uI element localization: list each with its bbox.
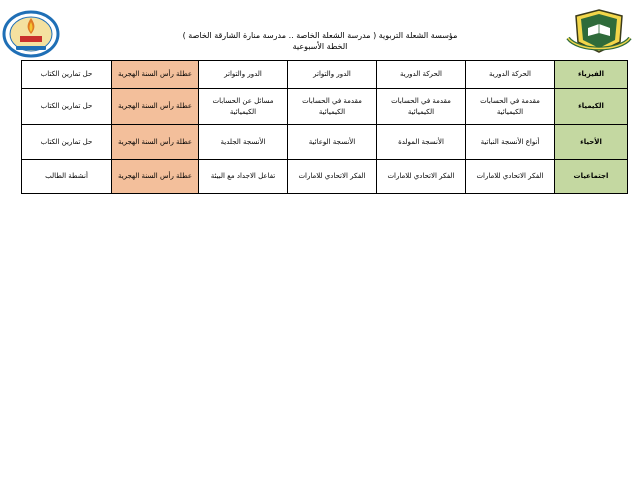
plan-cell: أنواع الأنسجة النباتية [466,125,555,160]
subject-cell: اجتماعيات [555,160,628,194]
extra-cell: حل تمارين الكتاب [22,89,112,125]
table-row [22,160,628,194]
plan-cell: الفكر الاتحادي للامارات [377,160,466,194]
holiday-cell: عطلة رأس السنة الهجرية [112,61,199,89]
plan-cell: الأنسجة الجلدية [199,125,288,160]
plan-cell: مقدمة في الحسابات الكيميائية [288,89,377,125]
plan-cell: مسائل عن الحسابات الكيميائية [199,89,288,125]
table-row [22,61,628,89]
plan-cell: الفكر الاتحادي للامارات [466,160,555,194]
plan-cell: مقدمة في الحسابات الكيميائية [466,89,555,125]
school-logo-right [562,8,636,54]
subject-cell: الأحياء [555,125,628,160]
extra-cell: حل تمارين الكتاب [22,61,112,89]
weekly-plan-table [21,60,628,194]
holiday-cell: عطلة رأس السنة الهجرية [112,160,199,194]
header-line-1: مؤسسة الشعلة التربوية ( مدرسة الشعلة الخاصة .. مدرسة منارة الشارقة الخاصة ) [182,31,458,40]
plan-cell: الدور والتواتر [288,61,377,89]
subject-cell: الكيمياء [555,89,628,125]
subject-cell: الفيزياء [555,61,628,89]
plan-cell: الحركة الدورية [466,61,555,89]
plan-cell: الحركة الدورية [377,61,466,89]
plan-cell: الأنسجة الوعائية [288,125,377,160]
plan-cell: الفكر الاتحادي للامارات [288,160,377,194]
holiday-cell: عطلة رأس السنة الهجرية [112,89,199,125]
school-logo-left [2,8,60,58]
header-line-2: الخطة الأسبوعية [292,42,348,51]
extra-cell: أنشطة الطالب [22,160,112,194]
extra-cell: حل تمارين الكتاب [22,125,112,160]
table-row [22,89,628,125]
table-row [22,125,628,160]
plan-cell: تفاعل الاجداد مع البيئة [199,160,288,194]
plan-cell: مقدمة في الحسابات الكيميائية [377,89,466,125]
plan-cell: الدور والتواتر [199,61,288,89]
holiday-cell: عطلة رأس السنة الهجرية [112,125,199,160]
plan-cell: الأنسجة المولدة [377,125,466,160]
